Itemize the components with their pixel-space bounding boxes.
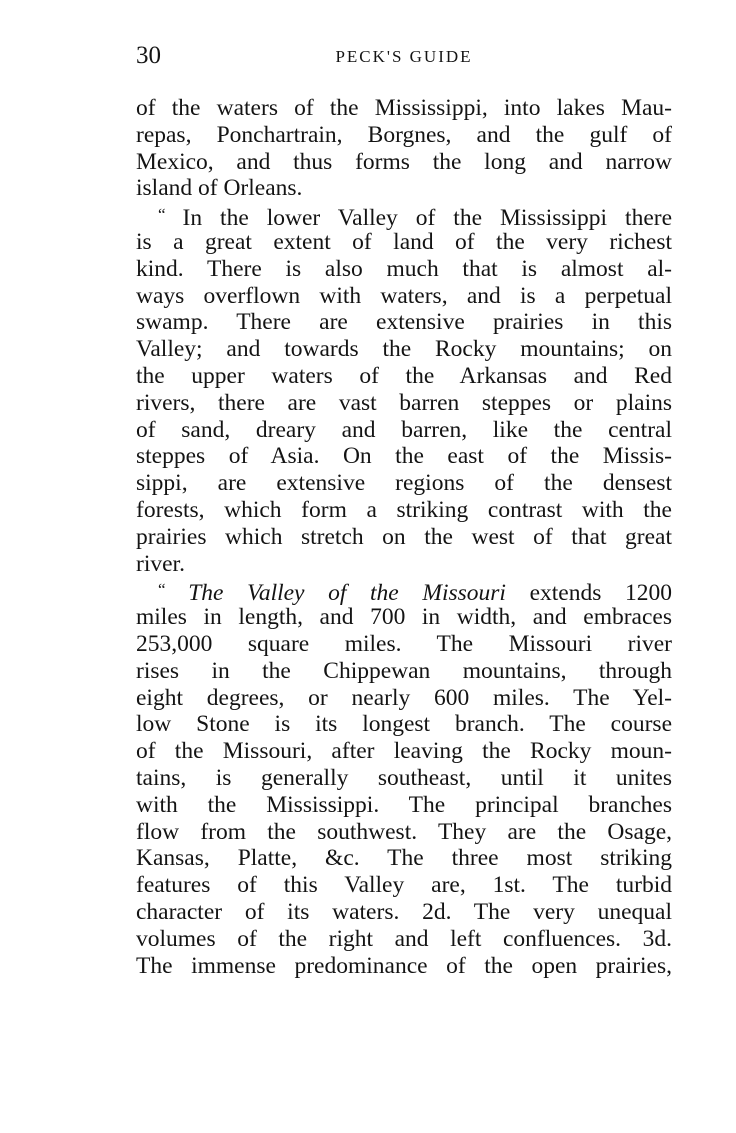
text-line: The immense predominance of the open prairies, bbox=[136, 952, 672, 979]
italic-heading: The Valley of the Missouri bbox=[188, 580, 506, 607]
text-line: steppes of Asia. On the east of the Missis- bbox=[136, 443, 672, 470]
text-line: of sand, dreary and barren, like the central bbox=[136, 416, 672, 443]
text-line: features of this Valley are, 1st. The turbid bbox=[136, 872, 672, 899]
body-text bbox=[136, 95, 672, 979]
text-line: repas, Ponchartrain, Borgnes, and the gulf of bbox=[136, 121, 672, 148]
page-number: 30 bbox=[136, 42, 161, 69]
text-line: prairies which stretch on the west of that great bbox=[136, 523, 672, 550]
text-line: forests, which form a striking contrast with the bbox=[136, 496, 672, 523]
text-line: kind. There is also much that is almost al- bbox=[136, 255, 672, 282]
text-line: island of Orleans. bbox=[136, 175, 303, 202]
text-line: Valley; and towards the Rocky mountains; on bbox=[136, 336, 672, 363]
text-line-content: In the lower Valley of the Mississippi there bbox=[182, 204, 673, 231]
text-line: with the Mississippi. The principal branches bbox=[136, 791, 672, 818]
running-title: PECK'S GUIDE bbox=[335, 47, 473, 66]
text-line: flow from the southwest. They are the Osage, bbox=[136, 818, 672, 845]
text-line: character of its waters. 2d. The very unequal bbox=[136, 898, 672, 925]
text-line: is a great extent of land of the very richest bbox=[136, 228, 672, 255]
text-line: tains, is generally southeast, until it unites bbox=[136, 764, 672, 791]
text-line: ways overflown with waters, and is a perpetual bbox=[136, 282, 672, 309]
text-line: rises in the Chippewan mountains, through bbox=[136, 657, 672, 684]
text-line-content: extends 1200 bbox=[529, 580, 673, 607]
text-line: 253,000 square miles. The Missouri river bbox=[136, 630, 672, 657]
text-line: of the Missouri, after leaving the Rocky moun- bbox=[136, 738, 672, 765]
text-line: sippi, are extensive regions of the densest bbox=[136, 470, 672, 497]
text-line bbox=[136, 577, 673, 607]
text-line: swamp. There are extensive prairies in this bbox=[136, 309, 672, 336]
text-line: low Stone is its longest branch. The course bbox=[136, 711, 672, 738]
text-line: the upper waters of the Arkansas and Red bbox=[136, 362, 672, 389]
text-line: volumes of the right and left confluences. 3d. bbox=[136, 925, 672, 952]
text-line: river. bbox=[136, 550, 185, 577]
text-line: Mexico, and thus forms the long and narrow bbox=[136, 148, 672, 175]
text-line: miles in length, and 700 in width, and embraces bbox=[136, 604, 672, 631]
text-line: of the waters of the Mississippi, into lakes Mau- bbox=[136, 95, 672, 121]
opening-quote-mark: “ bbox=[158, 580, 165, 600]
text-line: eight degrees, or nearly 600 miles. The Yel- bbox=[136, 684, 672, 711]
running-head bbox=[136, 40, 672, 72]
text-line: rivers, there are vast barren steppes or plains bbox=[136, 389, 672, 416]
text-line bbox=[136, 202, 672, 229]
opening-quote-mark: “ bbox=[158, 205, 165, 225]
text-line: Kansas, Platte, &c. The three most striking bbox=[136, 845, 672, 872]
